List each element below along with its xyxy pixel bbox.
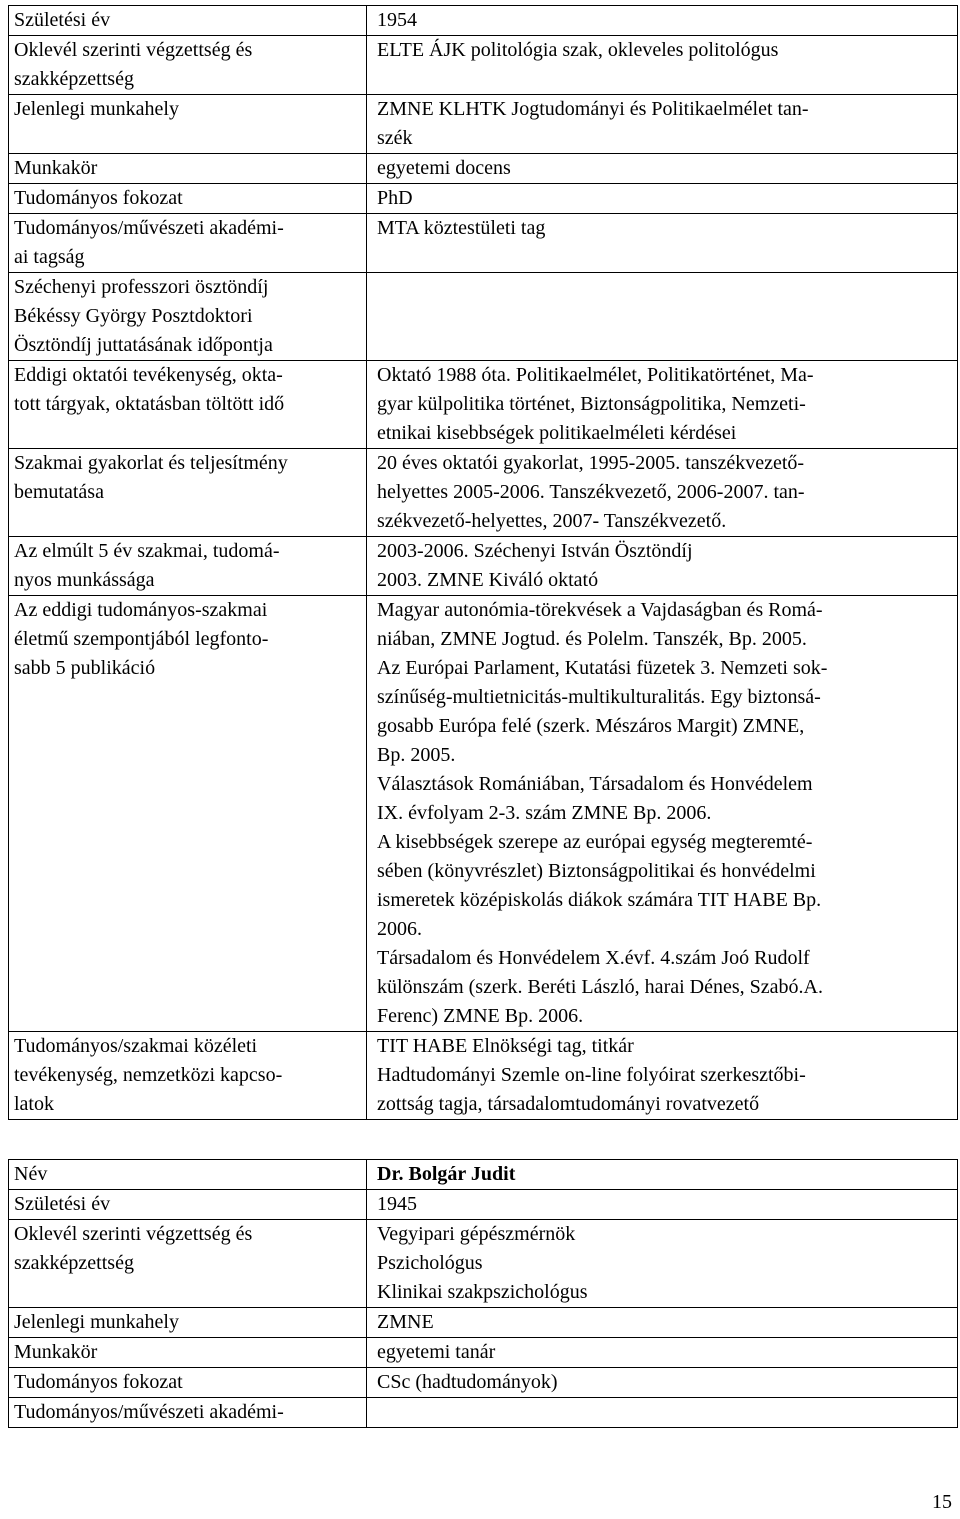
value-line: Magyar autonómia-törekvések a Vajdaságban és Romá- <box>377 599 823 621</box>
value-paragraph <box>377 1368 957 1397</box>
label-line: tevékenység, nemzetközi kapcso- <box>14 1064 283 1086</box>
field-value <box>367 36 958 95</box>
page-number: 15 <box>932 1491 952 1513</box>
field-label <box>9 1032 367 1120</box>
field-value <box>367 6 958 36</box>
table-row <box>9 1398 958 1428</box>
label-line: Jelenlegi munkahely <box>14 1311 179 1333</box>
value-line: helyettes 2005-2006. Tanszékvezető, 2006-2007. tan- <box>377 481 805 503</box>
value-paragraph <box>377 770 957 828</box>
table-row <box>9 95 958 154</box>
label-line: Tudományos fokozat <box>14 187 183 209</box>
field-value <box>367 1398 958 1428</box>
field-value <box>367 1308 958 1338</box>
value-paragraph <box>377 6 957 35</box>
value-paragraph <box>377 1308 957 1337</box>
label-line: Az eddigi tudományos-szakmai <box>14 599 268 621</box>
value-paragraph <box>377 36 957 65</box>
value-line: 20 éves oktatói gyakorlat, 1995-2005. tanszékvezető- <box>377 452 805 474</box>
label-line: Szakmai gyakorlat és teljesítmény <box>14 452 288 474</box>
value-line <box>377 273 957 302</box>
field-label <box>9 1338 367 1368</box>
value-line: zottság tagja, társadalomtudományi rovatvezető <box>377 1093 760 1115</box>
value-paragraph <box>377 361 957 448</box>
value-line: Dr. Bolgár Judit <box>377 1163 516 1185</box>
label-line: Munkakör <box>14 1341 98 1363</box>
label-line: Munkakör <box>14 157 98 179</box>
field-label <box>9 361 367 449</box>
field-value <box>367 184 958 214</box>
table-row <box>9 1338 958 1368</box>
field-value <box>367 273 958 361</box>
value-paragraph <box>377 214 957 243</box>
label-line: Születési év <box>14 1193 111 1215</box>
label-line: Békéssy György Posztdoktori <box>14 305 253 327</box>
label-line: Széchenyi professzori ösztöndíj <box>14 276 269 298</box>
value-line: IX. évfolyam 2-3. szám ZMNE Bp. 2006. <box>377 802 712 824</box>
field-label <box>9 1368 367 1398</box>
label-line: Oklevél szerinti végzettség és <box>14 1223 253 1245</box>
label-line: Jelenlegi munkahely <box>14 98 179 120</box>
value-line: Választások Romániában, Társadalom és Honvédelem <box>377 773 813 795</box>
field-label <box>9 1190 367 1220</box>
value-line: sében (könyvrészlet) Biztonságpolitikai és honvédelmi <box>377 860 816 882</box>
label-line: nyos munkássága <box>14 569 155 591</box>
value-line: 2003-2006. Széchenyi István Ösztöndíj <box>377 540 693 562</box>
label-line: bemutatása <box>14 481 104 503</box>
label-line: szakképzettség <box>14 1252 134 1274</box>
label-line: latok <box>14 1093 54 1115</box>
field-value <box>367 1032 958 1120</box>
label-line: sabb 5 publikáció <box>14 657 156 679</box>
value-line: különszám (szerk. Beréti László, harai Dénes, Szabó.A. <box>377 976 823 998</box>
value-line: gosabb Európa felé (szerk. Mészáros Margit) ZMNE, <box>377 715 805 737</box>
table-row <box>9 184 958 214</box>
table-row <box>9 214 958 273</box>
value-paragraph <box>377 449 957 536</box>
label-line: Eddigi oktatói tevékenység, okta- <box>14 364 283 386</box>
field-label <box>9 95 367 154</box>
field-label <box>9 184 367 214</box>
value-line: ismeretek középiskolás diákok számára TIT HABE Bp. <box>377 889 822 911</box>
value-line: ELTE ÁJK politológia szak, okleveles politológus <box>377 39 779 61</box>
label-line: Tudományos/szakmai közéleti <box>14 1035 258 1057</box>
table-row <box>9 1160 958 1190</box>
value-line: 1945 <box>377 1193 417 1215</box>
label-line: ai tagság <box>14 246 85 268</box>
field-value <box>367 214 958 273</box>
value-paragraph <box>377 1249 957 1278</box>
cv-table-2 <box>8 1159 958 1428</box>
value-line: színűség-multietnicitás-multikulturalitás. Egy biztonsá- <box>377 686 821 708</box>
value-line: Klinikai szakpszichológus <box>377 1281 588 1303</box>
value-paragraph <box>377 1398 957 1427</box>
field-label <box>9 1160 367 1190</box>
table-row <box>9 537 958 596</box>
value-line: székvezető-helyettes, 2007- Tanszékvezető. <box>377 510 727 532</box>
table-row <box>9 361 958 449</box>
value-paragraph <box>377 1278 957 1307</box>
value-line: TIT HABE Elnökségi tag, titkár <box>377 1035 634 1057</box>
value-paragraph <box>377 1061 957 1119</box>
field-value <box>367 1220 958 1308</box>
table-row <box>9 1368 958 1398</box>
table-row <box>9 596 958 1032</box>
label-line: Az elmúlt 5 év szakmai, tudomá- <box>14 540 280 562</box>
label-line: Név <box>14 1163 48 1185</box>
label-line: Ösztöndíj juttatásának időpontja <box>14 334 273 356</box>
value-line: Vegyipari gépészmérnök <box>377 1223 576 1245</box>
label-line: tott tárgyak, oktatásban töltött idő <box>14 393 285 415</box>
table-row <box>9 273 958 361</box>
cv-table-1 <box>8 5 958 1120</box>
value-paragraph <box>377 154 957 183</box>
value-line: etnikai kisebbségek politikaelméleti kérdései <box>377 422 737 444</box>
value-paragraph <box>377 1032 957 1061</box>
field-value <box>367 1160 958 1190</box>
value-line: ZMNE <box>377 1311 434 1333</box>
value-line: Hadtudományi Szemle on-line folyóirat szerkesztőbi- <box>377 1064 806 1086</box>
field-label <box>9 214 367 273</box>
field-value <box>367 361 958 449</box>
value-paragraph <box>377 654 957 770</box>
field-value <box>367 596 958 1032</box>
table-row <box>9 1190 958 1220</box>
field-label <box>9 596 367 1032</box>
field-label <box>9 36 367 95</box>
field-value <box>367 1190 958 1220</box>
field-value <box>367 449 958 537</box>
label-line: Oklevél szerinti végzettség és <box>14 39 253 61</box>
table-row <box>9 1220 958 1308</box>
field-value <box>367 1338 958 1368</box>
value-line: 1954 <box>377 9 417 31</box>
field-label <box>9 1220 367 1308</box>
table-row <box>9 36 958 95</box>
field-value <box>367 95 958 154</box>
label-line: Tudományos/művészeti akadémi- <box>14 217 284 239</box>
field-label <box>9 1398 367 1428</box>
value-line: Oktató 1988 óta. Politikaelmélet, Politikatörténet, Ma- <box>377 364 814 386</box>
field-value <box>367 1368 958 1398</box>
field-value <box>367 154 958 184</box>
table-row <box>9 154 958 184</box>
value-line: egyetemi tanár <box>377 1341 496 1363</box>
table-row <box>9 1032 958 1120</box>
table-row <box>9 6 958 36</box>
value-line: PhD <box>377 187 413 209</box>
table-row <box>9 449 958 537</box>
value-paragraph <box>377 273 957 302</box>
value-line: 2003. ZMNE Kiváló oktató <box>377 569 599 591</box>
value-line: Ferenc) ZMNE Bp. 2006. <box>377 1005 584 1027</box>
value-paragraph <box>377 596 957 654</box>
value-paragraph <box>377 1220 957 1249</box>
value-line: A kisebbségek szerepe az európai egység megteremté- <box>377 831 813 853</box>
value-paragraph <box>377 566 957 595</box>
value-line: niában, ZMNE Jogtud. és Polelm. Tanszék, Bp. 2005. <box>377 628 807 650</box>
label-line: életmű szempontjából legfonto- <box>14 628 269 650</box>
table-row <box>9 1308 958 1338</box>
value-line: Társadalom és Honvédelem X.évf. 4.szám Joó Rudolf <box>377 947 810 969</box>
value-paragraph <box>377 1160 957 1189</box>
value-line <box>377 1398 957 1427</box>
value-paragraph <box>377 95 957 153</box>
value-line: szék <box>377 127 413 149</box>
label-line: Születési év <box>14 9 111 31</box>
value-line: ZMNE KLHTK Jogtudományi és Politikaelmélet tan- <box>377 98 809 120</box>
field-label <box>9 1308 367 1338</box>
value-line: Bp. 2005. <box>377 744 456 766</box>
value-paragraph <box>377 537 957 566</box>
value-line: Pszichológus <box>377 1252 483 1274</box>
field-label <box>9 273 367 361</box>
value-line: CSc (hadtudományok) <box>377 1371 558 1393</box>
value-line: 2006. <box>377 918 422 940</box>
label-line: Tudományos fokozat <box>14 1371 183 1393</box>
value-line: MTA köztestületi tag <box>377 217 546 239</box>
value-line: egyetemi docens <box>377 157 511 179</box>
value-paragraph <box>377 944 957 1031</box>
value-line: gyar külpolitika történet, Biztonságpolitika, Nemzeti- <box>377 393 806 415</box>
field-label <box>9 6 367 36</box>
label-line: Tudományos/művészeti akadémi- <box>14 1401 284 1423</box>
field-label <box>9 537 367 596</box>
value-paragraph <box>377 1338 957 1367</box>
value-paragraph <box>377 184 957 213</box>
value-line: Az Európai Parlament, Kutatási füzetek 3. Nemzeti sok- <box>377 657 828 679</box>
field-value <box>367 537 958 596</box>
field-label <box>9 154 367 184</box>
label-line: szakképzettség <box>14 68 134 90</box>
field-label <box>9 449 367 537</box>
value-paragraph <box>377 1190 957 1219</box>
value-paragraph <box>377 828 957 944</box>
